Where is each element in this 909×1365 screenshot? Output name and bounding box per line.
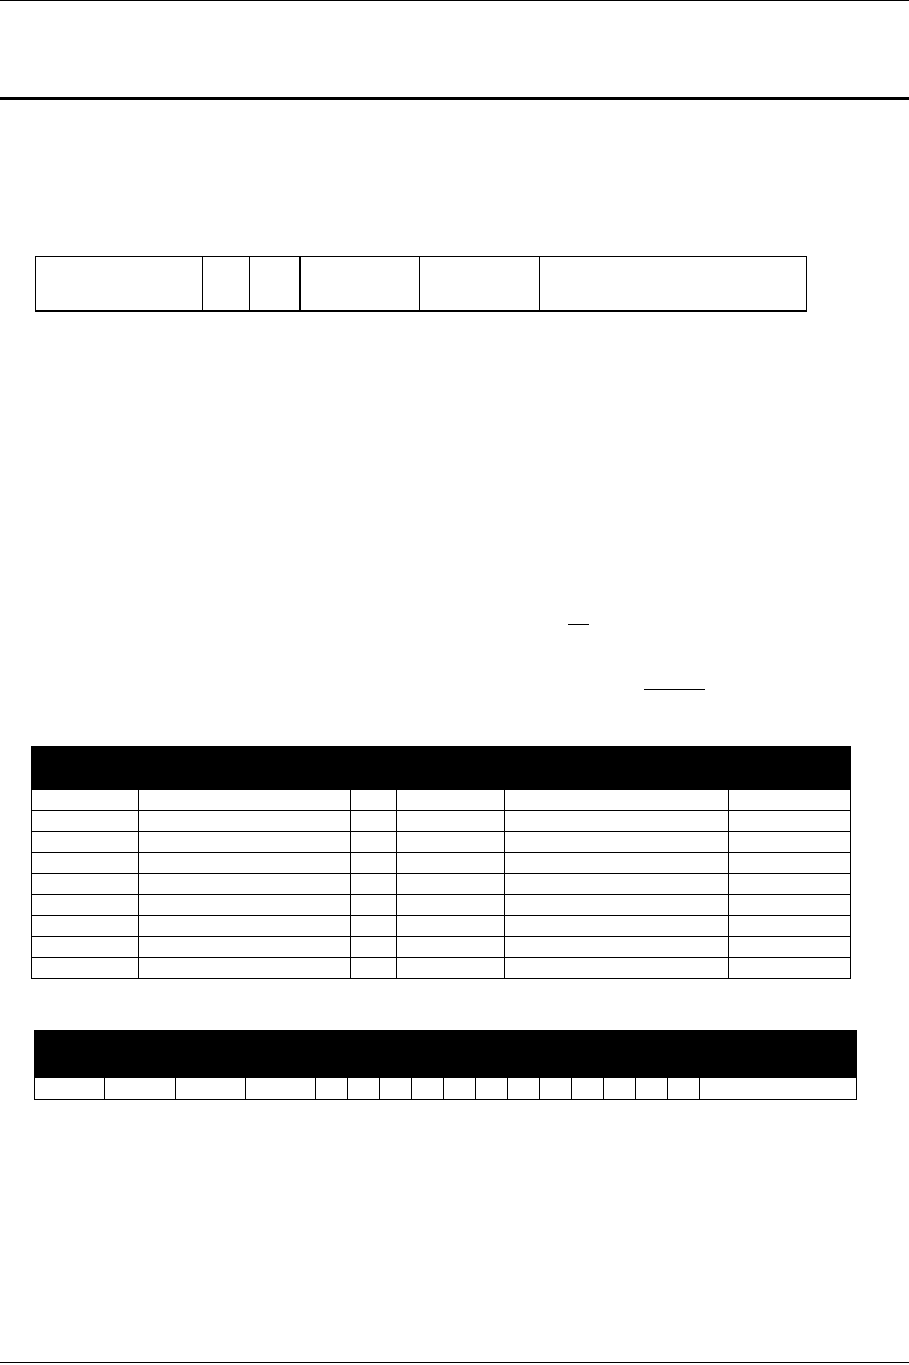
bit-cell — [316, 1078, 348, 1100]
register-cell — [351, 916, 397, 937]
register-table-row — [32, 937, 851, 958]
bit-cell — [35, 1078, 105, 1100]
register-subheader-2 — [397, 769, 505, 790]
register-table-header — [32, 747, 851, 769]
bit-table-row — [35, 1078, 857, 1100]
bit-subheader-10 — [540, 1054, 572, 1078]
page-bottom-rule — [0, 1362, 909, 1363]
frame-field-2 — [203, 257, 250, 312]
header-rule — [0, 97, 909, 100]
register-cell — [505, 874, 729, 895]
bit-subheader-8 — [444, 1054, 508, 1078]
frame-field-1 — [36, 257, 203, 312]
register-cell — [32, 937, 139, 958]
bit-cell — [508, 1078, 540, 1100]
register-cell — [397, 937, 505, 958]
register-cell — [351, 832, 397, 853]
bit-cell — [540, 1078, 572, 1100]
register-cell — [32, 853, 139, 874]
bit-subheader-7 — [412, 1054, 444, 1078]
bit-subheader-5 — [348, 1054, 380, 1078]
bit-cell — [476, 1078, 508, 1100]
bit-map-table — [34, 1030, 857, 1100]
page-top-rule — [0, 0, 909, 1]
bit-subheader-4 — [316, 1054, 348, 1078]
register-cell — [32, 958, 139, 979]
register-cell — [505, 916, 729, 937]
register-cell — [397, 895, 505, 916]
bit-cell — [176, 1078, 246, 1100]
register-cell — [351, 811, 397, 832]
register-cell — [729, 832, 851, 853]
register-cell — [397, 853, 505, 874]
register-cell — [139, 895, 351, 916]
bit-cell — [668, 1078, 700, 1100]
register-cell — [351, 958, 397, 979]
frame-field-6 — [540, 257, 807, 312]
bit-cell — [444, 1078, 476, 1100]
register-cell — [32, 811, 139, 832]
register-table-row — [32, 874, 851, 895]
frame-format-row — [36, 257, 807, 312]
register-cell — [397, 916, 505, 937]
register-cell — [505, 937, 729, 958]
bit-cell — [636, 1078, 668, 1100]
overline-mark-1 — [568, 624, 589, 625]
register-cell — [32, 916, 139, 937]
register-header-col-6 — [729, 747, 851, 790]
register-cell — [139, 832, 351, 853]
register-cell — [351, 874, 397, 895]
frame-format-table — [35, 256, 807, 312]
bit-header-group-2 — [316, 1031, 700, 1054]
register-cell — [351, 937, 397, 958]
register-cell — [729, 790, 851, 811]
frame-field-4 — [300, 257, 420, 312]
register-header-col-2 — [139, 747, 351, 790]
register-header-group — [351, 747, 729, 769]
register-cell — [139, 874, 351, 895]
overline-mark-2 — [644, 689, 705, 690]
register-cell — [139, 937, 351, 958]
bit-subheader-9 — [508, 1054, 540, 1078]
register-table-row — [32, 811, 851, 832]
bit-header-group-1 — [35, 1031, 316, 1054]
register-table-row — [32, 895, 851, 916]
bit-table-header — [35, 1031, 857, 1054]
bit-cell — [380, 1078, 412, 1100]
bit-subheader-11 — [572, 1054, 700, 1078]
register-table-row — [32, 958, 851, 979]
register-cell — [729, 895, 851, 916]
register-cell — [505, 958, 729, 979]
register-cell — [32, 895, 139, 916]
register-cell — [351, 790, 397, 811]
register-cell — [729, 811, 851, 832]
register-cell — [397, 832, 505, 853]
register-header-col-1 — [32, 747, 139, 790]
register-table-row — [32, 832, 851, 853]
register-cell — [32, 832, 139, 853]
bit-cell — [246, 1078, 316, 1100]
register-subheader-1 — [351, 769, 397, 790]
register-cell — [139, 853, 351, 874]
register-cell — [397, 874, 505, 895]
register-cell — [32, 874, 139, 895]
register-cell — [729, 937, 851, 958]
bit-subheader-1 — [35, 1054, 105, 1078]
register-cell — [139, 790, 351, 811]
register-cell — [351, 853, 397, 874]
bit-cell — [604, 1078, 636, 1100]
bit-subheader-3 — [246, 1054, 316, 1078]
register-cell — [505, 853, 729, 874]
register-table-row — [32, 853, 851, 874]
register-cell — [505, 895, 729, 916]
register-cell — [505, 832, 729, 853]
register-cell — [351, 895, 397, 916]
bit-cell — [700, 1078, 857, 1100]
bit-cell — [348, 1078, 380, 1100]
register-cell — [729, 958, 851, 979]
register-cell — [32, 790, 139, 811]
register-cell — [397, 790, 505, 811]
bit-cell — [572, 1078, 604, 1100]
register-cell — [505, 790, 729, 811]
register-cell — [139, 916, 351, 937]
register-cell — [505, 811, 729, 832]
frame-field-5 — [420, 257, 540, 312]
bit-cell — [412, 1078, 444, 1100]
register-cell — [139, 811, 351, 832]
bit-cell — [105, 1078, 176, 1100]
register-cell — [729, 874, 851, 895]
register-cell — [397, 811, 505, 832]
bit-subheader-6 — [380, 1054, 412, 1078]
register-table-row — [32, 790, 851, 811]
bit-header-col-last — [700, 1031, 857, 1078]
frame-field-3 — [250, 257, 300, 312]
register-table — [31, 746, 851, 979]
bit-subheader-2 — [105, 1054, 246, 1078]
register-cell — [729, 853, 851, 874]
register-cell — [397, 958, 505, 979]
register-table-row — [32, 916, 851, 937]
register-cell — [139, 958, 351, 979]
register-subheader-3 — [505, 769, 729, 790]
register-cell — [729, 916, 851, 937]
